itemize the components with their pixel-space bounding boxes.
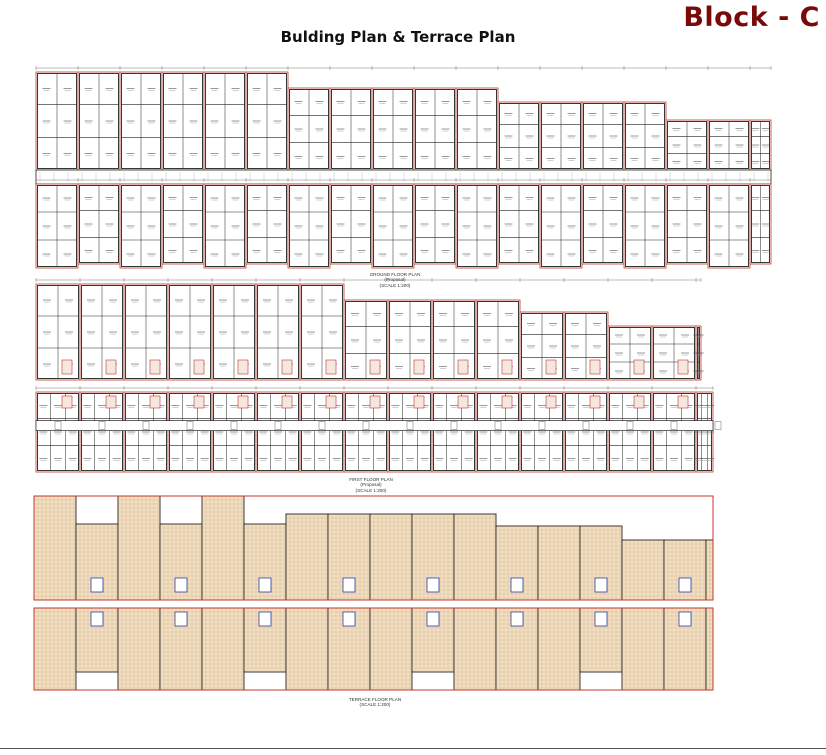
toilet-room xyxy=(546,396,556,408)
toilet-room xyxy=(370,396,380,408)
staircase-headroom xyxy=(595,612,607,626)
staircase-headroom xyxy=(175,612,187,626)
toilet-room xyxy=(106,360,116,374)
terrace-floor-caption xyxy=(300,697,450,708)
ground-floor-scale: (SCALE 1:200) xyxy=(379,282,411,288)
toilet-room xyxy=(590,360,600,374)
terrace-slab xyxy=(370,608,412,690)
ground-corridor xyxy=(36,170,771,184)
first-floor-status: (Proposal) xyxy=(360,482,382,488)
staircase-headroom xyxy=(91,578,103,592)
ground-floor-status: (Proposal) xyxy=(384,277,406,283)
terrace-floor-plan xyxy=(34,496,713,690)
toilet-room xyxy=(414,360,424,374)
staircase-headroom xyxy=(259,578,271,592)
ground-floor-plan xyxy=(36,66,771,268)
toilet-room xyxy=(282,396,292,408)
terrace-slab xyxy=(706,608,713,690)
toilet-room xyxy=(634,396,644,408)
staircase-headroom xyxy=(427,612,439,626)
first-floor-caption xyxy=(296,477,446,493)
first-floor-scale: (SCALE 1:200) xyxy=(355,487,387,493)
staircase-headroom xyxy=(427,578,439,592)
sheet-bottom-rule xyxy=(0,748,826,749)
toilet-room xyxy=(238,396,248,408)
terrace-slab xyxy=(706,540,713,600)
toilet-room xyxy=(150,396,160,408)
toilet-room xyxy=(282,360,292,374)
block-label: Block - C xyxy=(683,2,820,33)
corridor xyxy=(36,421,713,431)
toilet-room xyxy=(634,360,644,374)
terrace-floor-title: TERRACE FLOOR PLAN xyxy=(348,697,402,702)
toilet-room xyxy=(502,396,512,408)
door-mark xyxy=(715,422,721,430)
terrace-slab xyxy=(286,514,328,600)
staircase-headroom xyxy=(343,612,355,626)
terrace-slab xyxy=(118,608,160,690)
page-title: Bulding Plan & Terrace Plan xyxy=(280,28,516,46)
toilet-room xyxy=(678,396,688,408)
ground-floor-caption xyxy=(320,272,470,288)
terrace-slab xyxy=(34,608,76,690)
staircase-headroom xyxy=(259,612,271,626)
toilet-room xyxy=(194,360,204,374)
toilet-room xyxy=(106,396,116,408)
toilet-room xyxy=(458,396,468,408)
staircase-headroom xyxy=(343,578,355,592)
terrace-slab xyxy=(454,608,496,690)
toilet-room xyxy=(370,360,380,374)
terrace-slab xyxy=(538,608,580,690)
toilet-room xyxy=(502,360,512,374)
toilet-room xyxy=(590,396,600,408)
toilet-room xyxy=(414,396,424,408)
terrace-slab xyxy=(622,608,664,690)
terrace-slab xyxy=(286,608,328,690)
toilet-room xyxy=(326,360,336,374)
toilet-room xyxy=(150,360,160,374)
terrace-slab xyxy=(202,608,244,690)
staircase-headroom xyxy=(511,612,523,626)
staircase-headroom xyxy=(175,578,187,592)
terrace-floor-scale: (SCALE 1:200) xyxy=(359,702,391,708)
toilet-room xyxy=(62,396,72,408)
first-floor-plan xyxy=(36,278,721,472)
ground-floor-title: GROUND FLOOR PLAN xyxy=(369,272,421,277)
toilet-room xyxy=(62,360,72,374)
toilet-room xyxy=(546,360,556,374)
toilet-room xyxy=(678,360,688,374)
staircase-headroom xyxy=(679,578,691,592)
toilet-room xyxy=(458,360,468,374)
staircase-headroom xyxy=(595,578,607,592)
toilet-room xyxy=(194,396,204,408)
terrace-slab xyxy=(538,526,580,600)
toilet-room xyxy=(238,360,248,374)
staircase-headroom xyxy=(91,612,103,626)
terrace-slab xyxy=(622,540,664,600)
toilet-room xyxy=(326,396,336,408)
staircase-headroom xyxy=(511,578,523,592)
terrace-slab xyxy=(454,514,496,600)
terrace-slab xyxy=(370,514,412,600)
staircase-headroom xyxy=(679,612,691,626)
first-floor-title: FIRST FLOOR PLAN xyxy=(349,477,393,482)
